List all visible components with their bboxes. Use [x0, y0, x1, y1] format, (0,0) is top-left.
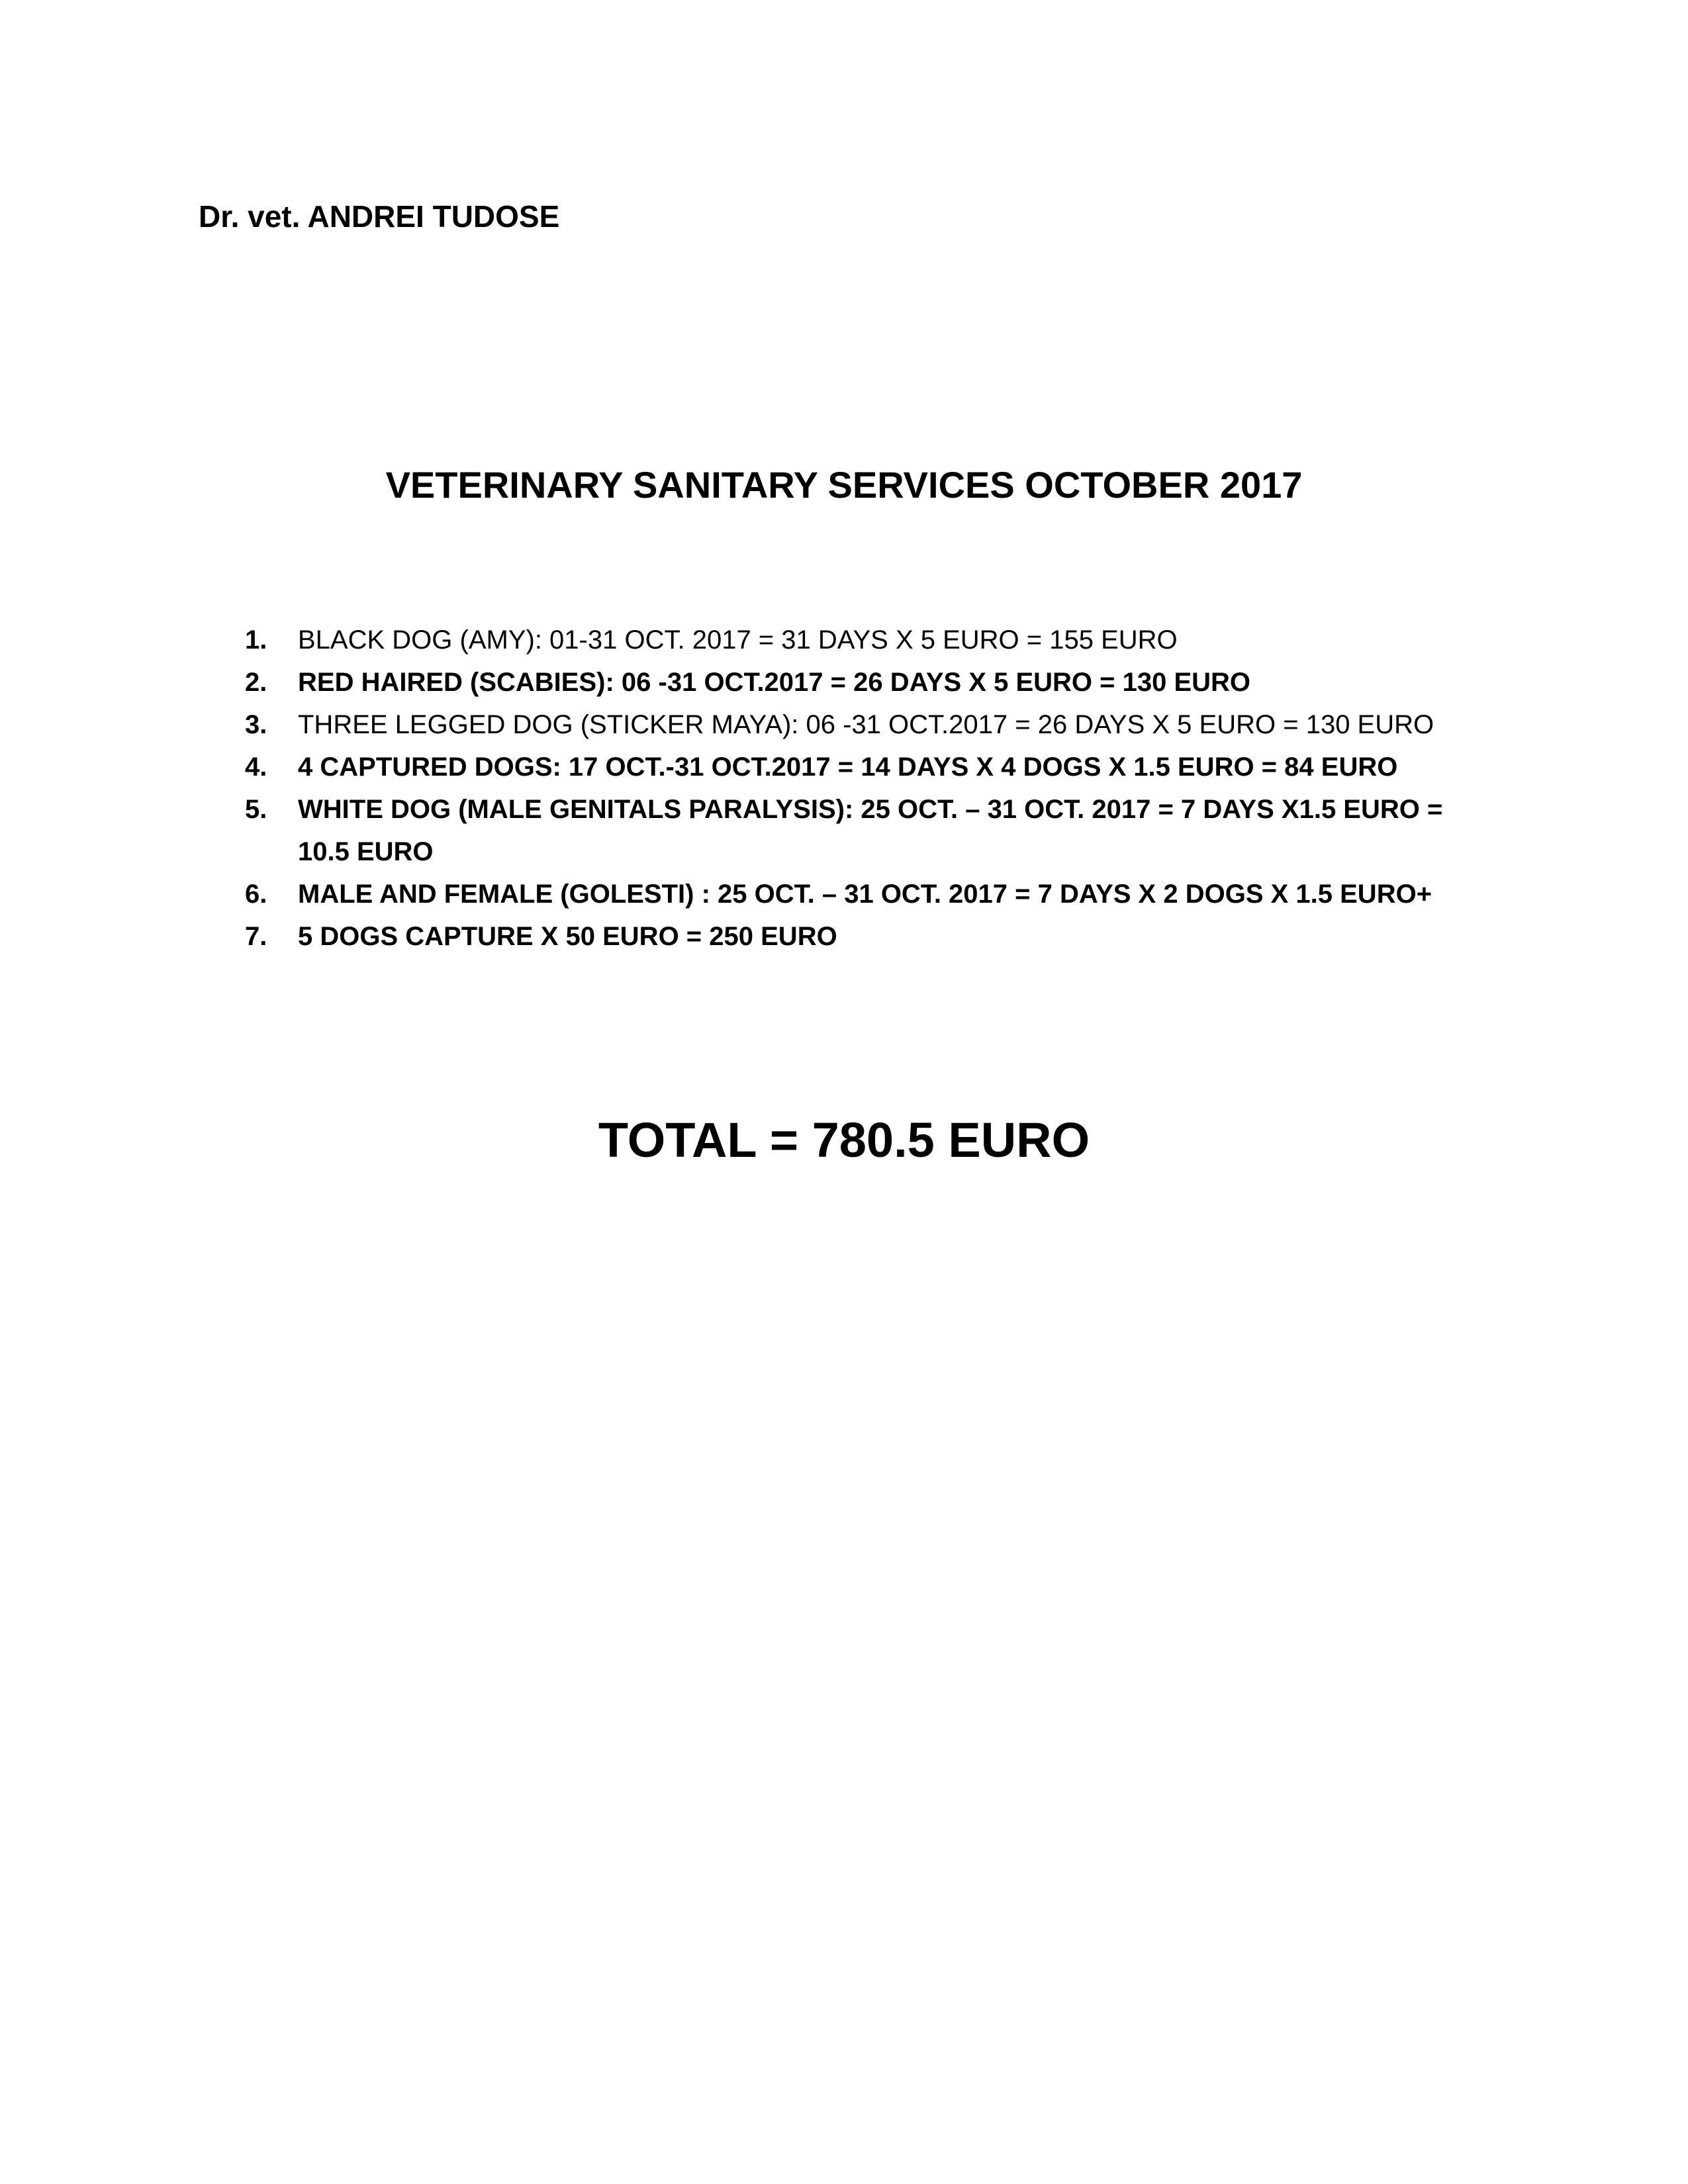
item-number: 2.	[245, 668, 267, 697]
item-text: MALE AND FEMALE (GOLESTI) : 25 OCT. – 31 OCT. 2017 = 7 DAYS X 2 DOGS X 1.5 EURO+	[298, 880, 1432, 909]
item-number: 6.	[245, 880, 267, 909]
list-item	[245, 915, 1489, 958]
item-text: 4 CAPTURED DOGS: 17 OCT.-31 OCT.2017 = 14 DAYS X 4 DOGS X 1.5 EURO = 84 EURO	[298, 752, 1398, 782]
item-text: RED HAIRED (SCABIES): 06 -31 OCT.2017 = 26 DAYS X 5 EURO = 130 EURO	[298, 668, 1251, 697]
item-number: 7.	[245, 922, 267, 951]
item-number: 1.	[245, 625, 267, 655]
item-text: 5 DOGS CAPTURE X 50 EURO = 250 EURO	[298, 922, 837, 951]
document-title: VETERINARY SANITARY SERVICES OCTOBER 2017	[385, 464, 1303, 506]
item-text: BLACK DOG (AMY): 01-31 OCT. 2017 = 31 DAYS X 5 EURO = 155 EURO	[298, 625, 1178, 655]
item-number: 5.	[245, 795, 267, 824]
total-amount: TOTAL = 780.5 EURO	[598, 1113, 1090, 1167]
services-list	[245, 619, 1489, 958]
item-number: 3.	[245, 710, 267, 739]
author-name: Dr. vet. ANDREI TUDOSE	[199, 199, 560, 234]
list-item	[245, 873, 1489, 915]
list-item	[245, 704, 1489, 746]
item-text: THREE LEGGED DOG (STICKER MAYA): 06 -31 OCT.2017 = 26 DAYS X 5 EURO = 130 EURO	[298, 710, 1434, 739]
list-item	[245, 788, 1489, 873]
item-number: 4.	[245, 752, 267, 782]
list-item	[245, 746, 1489, 788]
list-item	[245, 619, 1489, 661]
item-text: WHITE DOG (MALE GENITALS PARALYSIS): 25 OCT. – 31 OCT. 2017 = 7 DAYS X1.5 EURO = 10.5 EURO	[298, 795, 1443, 866]
list-item	[245, 661, 1489, 704]
